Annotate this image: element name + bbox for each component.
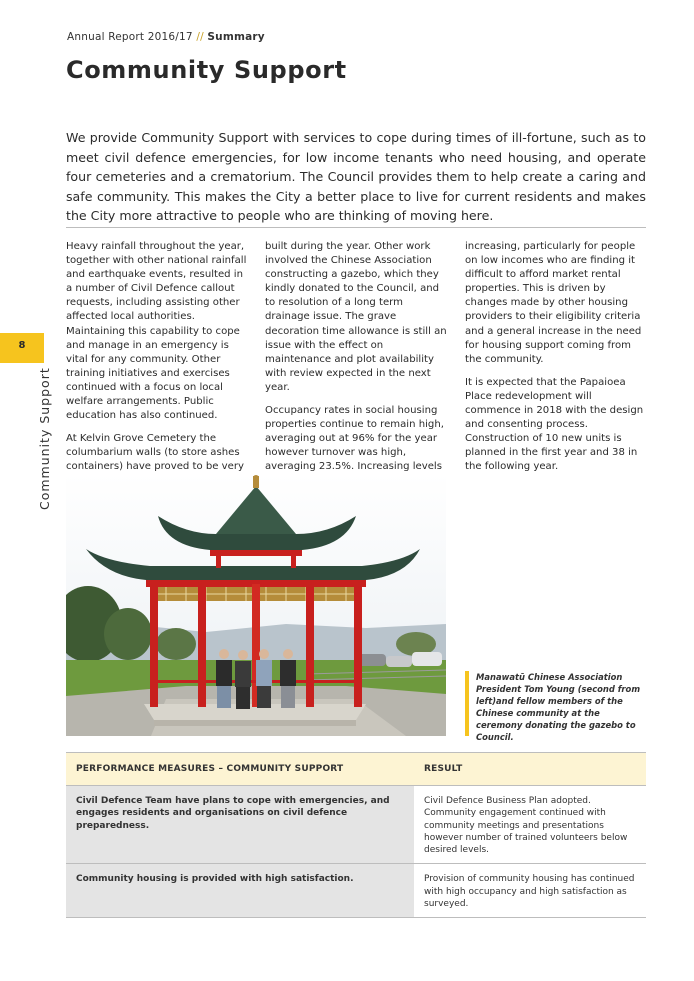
measure-cell: Community housing is provided with high satisfaction. [66, 864, 414, 918]
paragraph: built during the year. Other work involved the Chinese Association constructing a gazebo, which they kindly donated to the Council, and to resolution of a long term drainage issue. The grave decoration time allowance is still an issue with the effect on maintenance and plot availability with review expected in the next year. [265, 241, 447, 393]
performance-measures-table [66, 752, 646, 918]
table-row [66, 786, 646, 864]
paragraph: increasing, particularly for people on low incomes who are finding it difficult to afford market rental properties. This is driven by changes made by other housing providers to their eligibility criteria and a general increase in the need for housing support coming from the community. [465, 241, 642, 365]
gazebo-photo [66, 474, 446, 736]
text-column-1 [66, 240, 249, 498]
text-column-3 [465, 240, 648, 484]
paragraph: Heavy rainfall throughout the year, together with other national rainfall and earthquake events, resulted in a number of Civil Defence callout requests, including assisting other affected local authorities. Maintaining this capability to cope and manage in an emergency is vital for any community. Other training initiatives and exercises continued with a focus on local welfare arrangements. Public education has also continued. [66, 241, 247, 422]
paragraph: It is expected that the Papaioea Place redevelopment will commence in 2018 with the design and consenting process. Construction of 10 new units is planned in the first year and 38 in the following year. [465, 376, 644, 473]
page-title: Community Support [66, 56, 347, 84]
page-number: 8 [18, 340, 26, 351]
report-name: Annual Report 2016/17 [67, 31, 193, 43]
photo-caption: Manawatū Chinese Association President Tom Young (second from left)and fellow members of the Chinese community at the ceremony donating the gazebo to Council. [476, 672, 641, 742]
running-header [67, 31, 265, 43]
measure-cell: Civil Defence Team have plans to cope with emergencies, and engages residents and organisations on civil defence preparedness. [66, 786, 414, 864]
table-row [66, 864, 646, 918]
column-header-result: RESULT [414, 753, 646, 786]
header-section: Summary [207, 31, 265, 43]
header-separator: // [196, 31, 204, 43]
divider [66, 227, 646, 228]
paragraph: Occupancy rates in social housing properties continue to remain high, averaging out at 96% for the year however turnover was high, averaging 23.5%. Increasing levels [265, 405, 444, 473]
result-cell: Civil Defence Business Plan adopted. Community engagement continued with community meetings and presentations however number of trained volunteers below desired levels. [414, 786, 646, 864]
paragraph: At Kelvin Grove Cemetery the columbarium walls (to store ashes containers) have proved to be very [66, 433, 244, 473]
section-side-label: Community Support [37, 367, 52, 510]
result-cell: Provision of community housing has continued with high occupancy and high satisfaction as surveyed. [414, 864, 646, 918]
intro-paragraph: We provide Community Support with services to cope during times of ill-fortune, such as to meet civil defence emergencies, for low income tenants who need housing, and operate four cemeteries and a crematorium. The Council provides them to help create a caring and safe community. This makes the City a better place to live for current residents and makes the City more attractive to people who are thinking of moving here. [66, 130, 646, 224]
column-header-measures: PERFORMANCE MEASURES – COMMUNITY SUPPORT [66, 753, 414, 786]
table-header-row [66, 753, 646, 786]
text-column-2 [265, 240, 448, 512]
caption-accent-bar [465, 671, 469, 736]
